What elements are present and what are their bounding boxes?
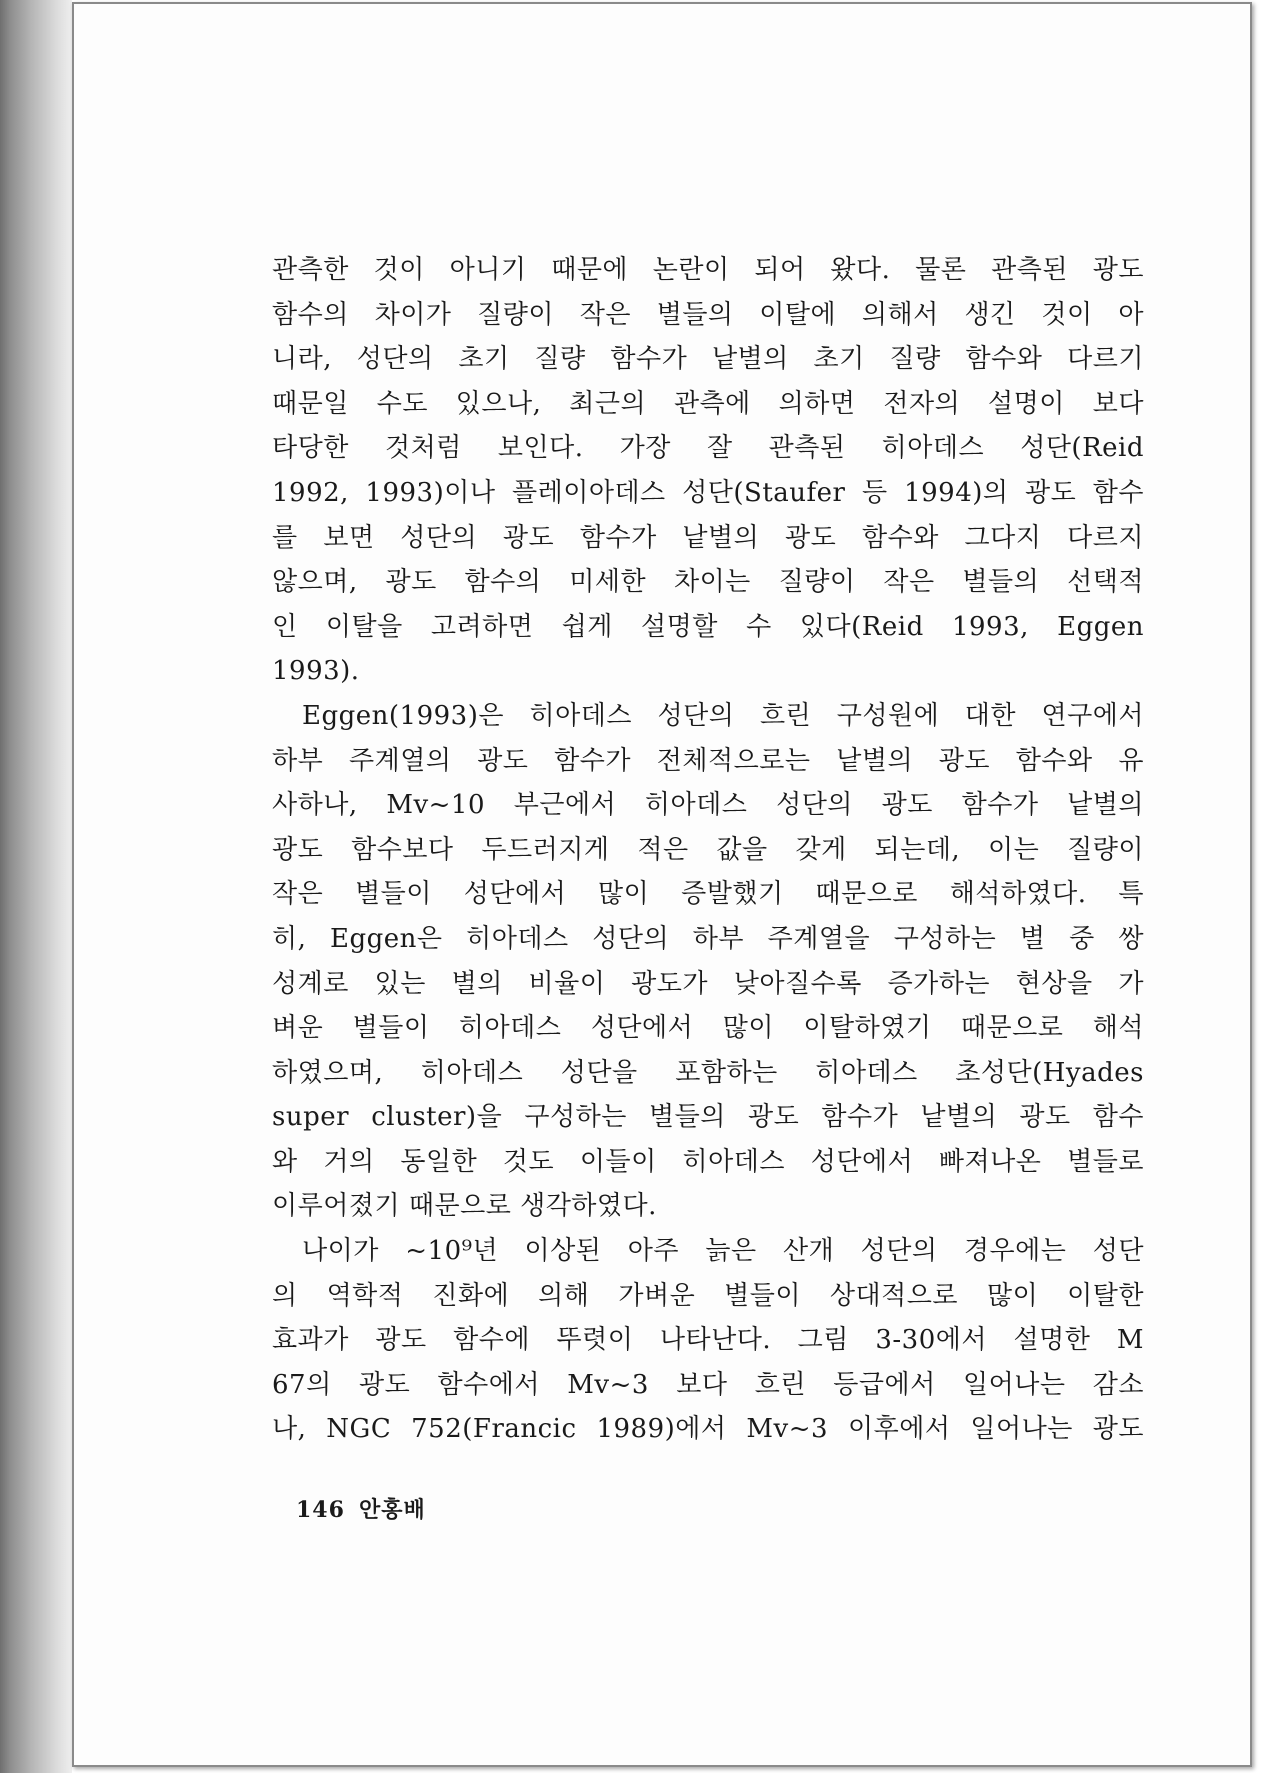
- text-line: 와 거의 동일한 것도 이들이 히아데스 성단에서 빠져나온 별들로: [272, 1146, 1144, 1177]
- body-text: [272, 248, 1144, 1452]
- page-number: 146: [296, 1497, 345, 1523]
- text-line: super cluster)을 구성하는 별들의 광도 함수가 낱별의 광도 함수: [272, 1102, 1144, 1133]
- text-line: 이루어졌기 때문으로 생각하였다.: [272, 1191, 657, 1222]
- text-line: Eggen(1993)은 히아데스 성단의 흐린 구성원에 대한 연구에서: [302, 700, 1144, 731]
- text-line: 않으며, 광도 함수의 미세한 차이는 질량이 작은 별들의 선택적: [272, 567, 1144, 598]
- text-line: 타당한 것처럼 보인다. 가장 잘 관측된 히아데스 성단(Reid: [272, 433, 1144, 464]
- text-line: 성계로 있는 별의 비율이 광도가 낮아질수록 증가하는 현상을 가: [272, 968, 1144, 999]
- text-line: 하부 주계열의 광도 함수가 전체적으로는 낱별의 광도 함수와 유: [272, 745, 1144, 776]
- text-line: 히, Eggen은 히아데스 성단의 하부 주계열을 구성하는 별 중 쌍: [272, 923, 1144, 954]
- author-name: 안홍배: [358, 1497, 426, 1523]
- text-line: 관측한 것이 아니기 때문에 논란이 되어 왔다. 물론 관측된 광도: [272, 255, 1144, 285]
- text-line: 사하나, Mv~10 부근에서 히아데스 성단의 광도 함수가 낱별의: [272, 790, 1144, 821]
- text-line: 효과가 광도 함수에 뚜렷이 나타난다. 그림 3-30에서 설명한 M: [272, 1325, 1144, 1356]
- text-line: 때문일 수도 있으나, 최근의 관측에 의하면 전자의 설명이 보다: [272, 388, 1144, 419]
- text-line: 함수의 차이가 질량이 작은 별들의 이탈에 의해서 생긴 것이 아: [272, 299, 1144, 330]
- text-line: 작은 별들이 성단에서 많이 증발했기 때문으로 해석하였다. 특: [272, 879, 1144, 910]
- paragraph-1: [272, 248, 1144, 694]
- text-line: 인 이탈을 고려하면 쉽게 설명할 수 있다(Reid 1993, Eggen: [272, 611, 1144, 642]
- text-line: 니라, 성단의 초기 질량 함수가 낱별의 초기 질량 함수와 다르기: [272, 344, 1144, 375]
- text-line: 를 보면 성단의 광도 함수가 낱별의 광도 함수와 그다지 다르지: [272, 522, 1144, 553]
- page-footer: [296, 1493, 440, 1524]
- book-spine-edge: [0, 0, 72, 1773]
- text-line: 1993).: [272, 656, 360, 687]
- text-line: 1992, 1993)이나 플레이아데스 성단(Staufer 등 1994)의 광도 함수: [272, 477, 1144, 508]
- paragraph-3: [272, 1229, 1144, 1452]
- paragraph-2: [272, 694, 1144, 1229]
- text-line: 광도 함수보다 두드러지게 적은 값을 갖게 되는데, 이는 질량이: [272, 834, 1144, 865]
- text-line: 벼운 별들이 히아데스 성단에서 많이 이탈하였기 때문으로 해석: [272, 1013, 1144, 1044]
- text-line: 하였으며, 히아데스 성단을 포함하는 히아데스 초성단(Hyades: [272, 1057, 1144, 1088]
- text-line: 의 역학적 진화에 의해 가벼운 별들이 상대적으로 많이 이탈한: [272, 1280, 1144, 1311]
- text-line: 나이가 ~10⁹년 이상된 아주 늙은 산개 성단의 경우에는 성단: [302, 1236, 1144, 1267]
- text-line: 67의 광도 함수에서 Mv~3 보다 흐린 등급에서 일어나는 감소: [272, 1369, 1144, 1400]
- text-line: 나, NGC 752(Francic 1989)에서 Mv~3 이후에서 일어나는 광도: [272, 1414, 1144, 1445]
